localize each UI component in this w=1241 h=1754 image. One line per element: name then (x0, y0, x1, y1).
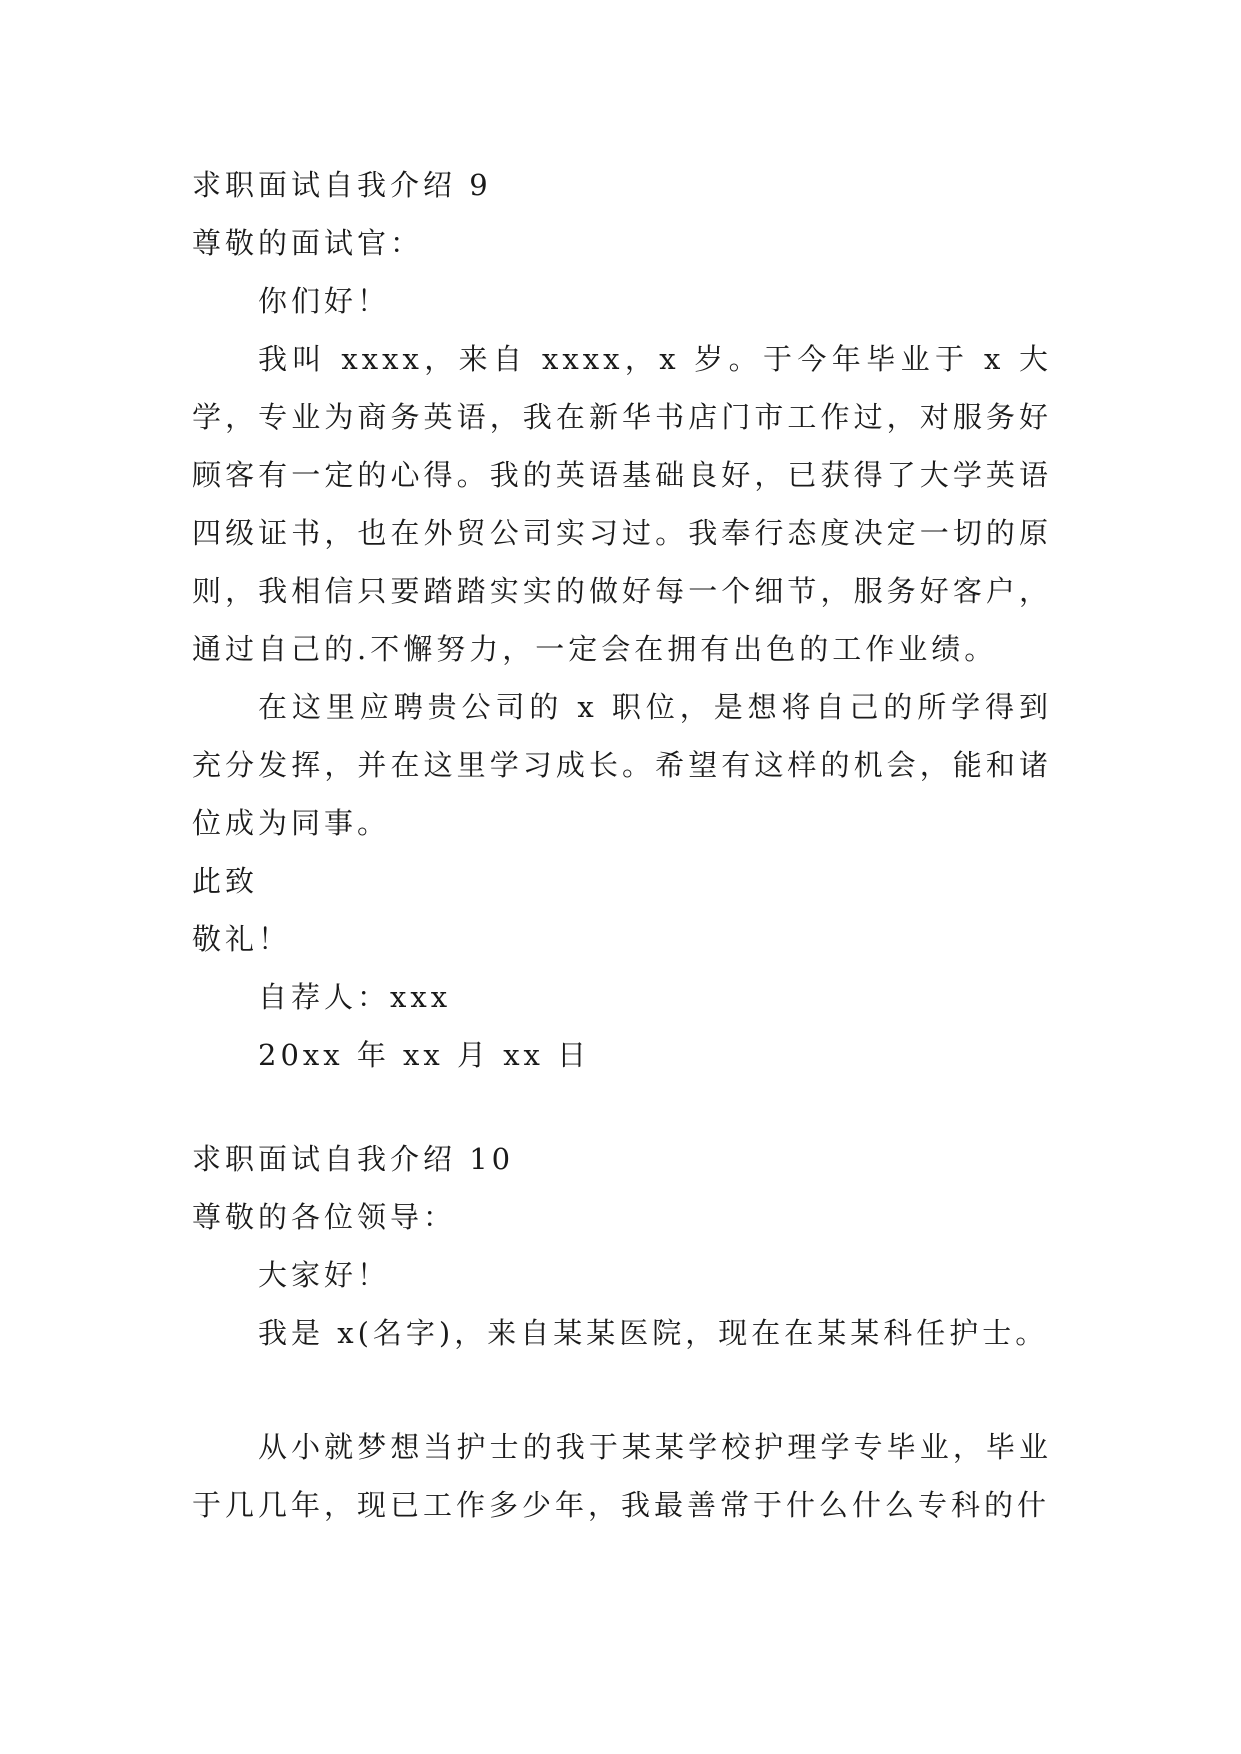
closing-line: 此致 (192, 864, 259, 898)
body-paragraph: 我叫 xxxx，来自 xxxx，x 岁。于今年毕业于 x 大学，专业为商务英语，我在新华书店门市工作过，对服务好顾客有一定的心得。我的英语基础良好，已获得了大学英语四级证书，也在外贸公司实习过。我奉行态度决定一切的原则，我相信只要踏踏实实的做好每一个细节，服务好客户，通过自己的.不懈努力，一定会在拥有出色的工作业绩。 (192, 342, 1052, 666)
closing-line: 敬礼！ (192, 922, 292, 956)
body-paragraph: 从小就梦想当护士的我于某某学校护理学专毕业，毕业于几几年，现已工作多少年，我最善常于什么什么专科的什 (192, 1430, 1052, 1522)
date: 20xx 年 xx 月 xx 日 (258, 1038, 591, 1072)
intro-line: 我是 x(名字)，来自某某医院，现在在某某科任护士。 (258, 1316, 1049, 1350)
greeting: 大家好！ (258, 1258, 391, 1292)
signature: 自荐人：xxx (258, 980, 452, 1014)
salutation: 尊敬的面试官： (192, 226, 424, 260)
greeting: 你们好！ (258, 284, 391, 318)
salutation: 尊敬的各位领导： (192, 1200, 457, 1234)
document-body (192, 156, 1052, 1534)
section-title: 求职面试自我介绍 9 (192, 168, 492, 202)
section-title: 求职面试自我介绍 10 (192, 1142, 515, 1176)
body-paragraph: 在这里应聘贵公司的 x 职位，是想将自己的所学得到充分发挥，并在这里学习成长。希望有这样的机会，能和诸位成为同事。 (192, 690, 1052, 840)
